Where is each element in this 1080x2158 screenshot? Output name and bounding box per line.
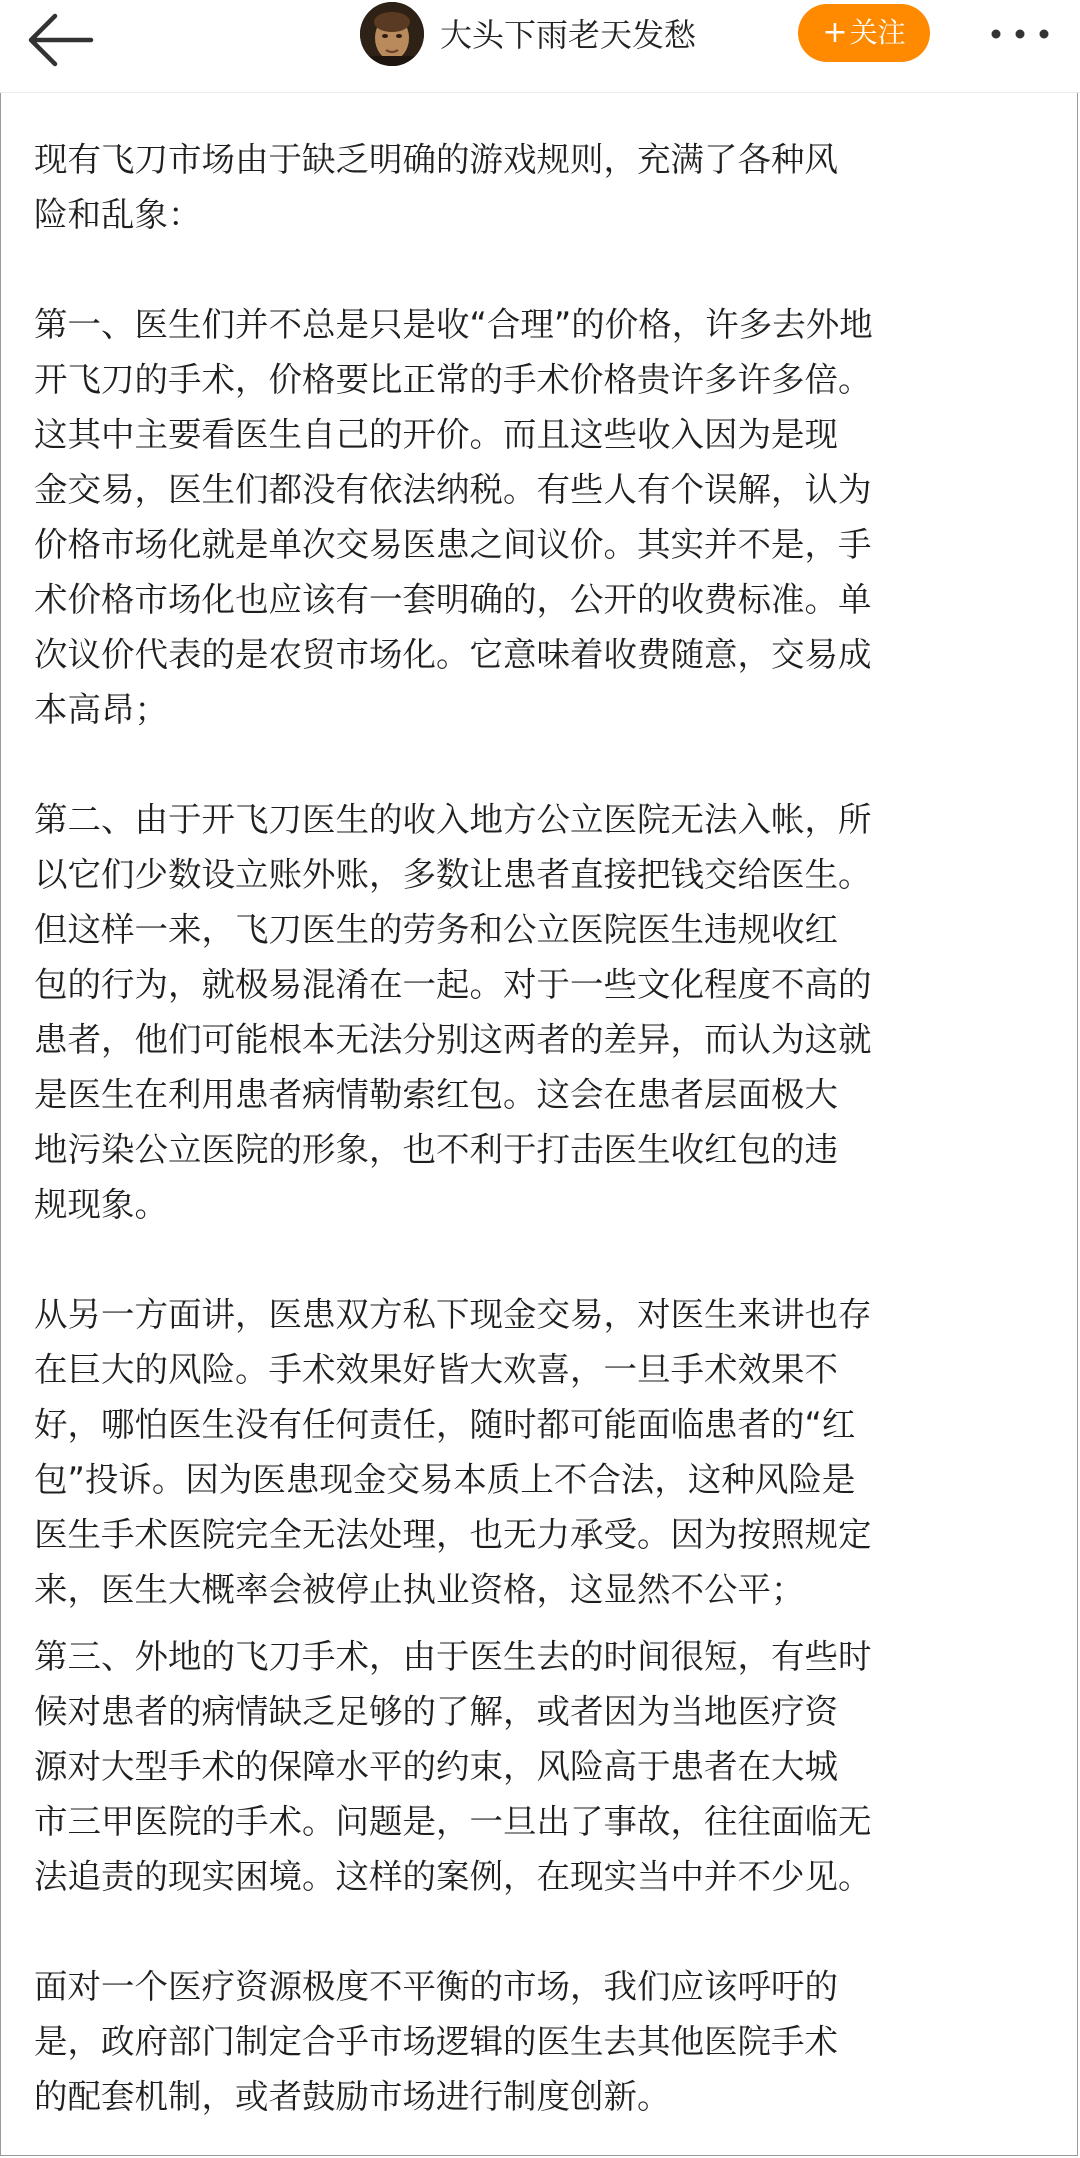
text-line: 第二、由于开飞刀医生的收入地方公立医院无法入帐，所 xyxy=(34,800,872,839)
paragraph xyxy=(34,792,1050,1232)
plus-icon: + xyxy=(822,15,848,50)
text-line: 第三、外地的飞刀手术，由于医生去的时间很短，有些时 xyxy=(34,1637,872,1676)
text-line: 来，医生大概率会被停止执业资格，这显然不公平； xyxy=(34,1570,805,1609)
text-line: 法追责的现实困境。这样的案例，在现实当中并不少见。 xyxy=(34,1857,872,1896)
paragraph xyxy=(34,1287,1050,1617)
text-line: 市三甲医院的手术。问题是，一旦出了事故，往往面临无 xyxy=(34,1802,872,1841)
text-line: 现有飞刀市场由于缺乏明确的游戏规则，充满了各种风 xyxy=(34,140,838,179)
text-line: 本高昂； xyxy=(34,690,168,729)
text-line: 价格市场化就是单次交易医患之间议价。其实并不是，手 xyxy=(34,525,872,564)
text-line: 在巨大的风险。手术效果好皆大欢喜，一旦手术效果不 xyxy=(34,1350,838,1389)
text-line: 地污染公立医院的形象，也不利于打击医生收红包的违 xyxy=(34,1130,838,1169)
text-line: 以它们少数设立账外账，多数让患者直接把钱交给医生。 xyxy=(34,855,872,894)
text-line: 险和乱象： xyxy=(34,195,202,234)
paragraph xyxy=(34,1629,1050,1904)
text-line: 候对患者的病情缺乏足够的了解，或者因为当地医疗资 xyxy=(34,1692,838,1731)
text-line: 医生手术医院完全无法处理，也无力承受。因为按照规定 xyxy=(34,1515,872,1554)
article-body xyxy=(34,132,1050,2124)
avatar-photo-icon xyxy=(360,2,424,66)
text-line: 次议价代表的是农贸市场化。它意味着收费随意，交易成 xyxy=(34,635,872,674)
text-line: 术价格市场化也应该有一套明确的，公开的收费标准。单 xyxy=(34,580,872,619)
paragraph xyxy=(34,132,1050,242)
text-line: 这其中主要看医生自己的开价。而且这些收入因为是现 xyxy=(34,415,838,454)
paragraph xyxy=(34,297,1050,737)
text-line: 好，哪怕医生没有任何责任，随时都可能面临患者的“红 xyxy=(34,1405,856,1444)
text-line: 从另一方面讲，医患双方私下现金交易，对医生来讲也存 xyxy=(34,1295,872,1334)
back-arrow-icon xyxy=(25,12,95,68)
username[interactable]: 大头下雨老天发愁 xyxy=(440,16,697,54)
text-line: 但这样一来，飞刀医生的劳务和公立医院医生违规收红 xyxy=(34,910,838,949)
text-line: 第一、医生们并不总是只是收“合理”的价格，许多去外地 xyxy=(34,305,873,344)
avatar[interactable] xyxy=(360,2,424,66)
more-button[interactable] xyxy=(980,14,1060,54)
text-line: 金交易，医生们都没有依法纳税。有些人有个误解，认为 xyxy=(34,470,872,509)
text-line: 开飞刀的手术，价格要比正常的手术价格贵许多许多倍。 xyxy=(34,360,872,399)
text-line: 包的行为，就极易混淆在一起。对于一些文化程度不高的 xyxy=(34,965,872,1004)
text-line: 的配套机制，或者鼓励市场进行制度创新。 xyxy=(34,2077,671,2116)
text-line: 是医生在利用患者病情勒索红包。这会在患者层面极大 xyxy=(34,1075,838,1114)
back-button[interactable] xyxy=(22,8,98,72)
more-dots-icon xyxy=(988,26,1052,42)
follow-button[interactable] xyxy=(798,4,930,62)
text-line: 包”投诉。因为医患现金交易本质上不合法，这种风险是 xyxy=(34,1460,856,1499)
text-line: 规现象。 xyxy=(34,1185,168,1224)
text-line: 面对一个医疗资源极度不平衡的市场，我们应该呼吁的 xyxy=(34,1967,838,2006)
text-line: 源对大型手术的保障水平的约束，风险高于患者在大城 xyxy=(34,1747,838,1786)
text-line: 是，政府部门制定合乎市场逻辑的医生去其他医院手术 xyxy=(34,2022,838,2061)
text-line: 患者，他们可能根本无法分别这两者的差异，而认为这就 xyxy=(34,1020,872,1059)
top-bar xyxy=(0,0,1080,93)
paragraph xyxy=(34,1959,1050,2124)
follow-label: 关注 xyxy=(849,16,906,49)
